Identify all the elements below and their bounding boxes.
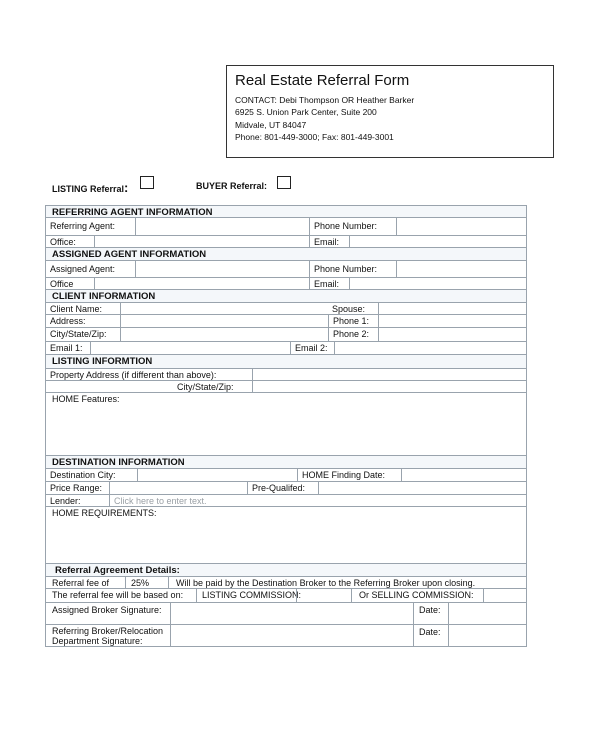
- buyer-referral-checkbox[interactable]: [277, 176, 291, 189]
- relocation-date-field[interactable]: [448, 625, 526, 646]
- broker-signature-field[interactable]: [170, 603, 413, 624]
- referral-form: [45, 205, 527, 647]
- row-property-address: Property Address (if different than above):: [45, 369, 527, 381]
- spouse-field[interactable]: [378, 303, 526, 314]
- assigned-office-field[interactable]: [94, 278, 309, 289]
- section-assigned-agent: ASSIGNED AGENT INFORMATION: [45, 248, 527, 261]
- row-lender: Lender: Click here to enter text.: [45, 495, 527, 507]
- row-fee-basis: The referral fee will be based on: LISTING COMMISSION: Or SELLING COMMISSION:: [45, 589, 527, 603]
- home-finding-date-field[interactable]: [401, 469, 526, 481]
- contact-box: [226, 65, 554, 158]
- row-client-city: City/State/Zip: Phone 2:: [45, 328, 527, 342]
- address-line-2: Midvale, UT 84047: [235, 120, 307, 130]
- destination-city-field[interactable]: [137, 469, 297, 481]
- email-1-field[interactable]: [90, 342, 290, 354]
- lender-field[interactable]: Click here to enter text.: [109, 495, 526, 506]
- client-city-field[interactable]: [120, 328, 328, 341]
- referring-email-field[interactable]: [349, 236, 526, 247]
- referring-agent-field[interactable]: [135, 218, 309, 235]
- client-address-field[interactable]: [120, 315, 328, 327]
- referring-phone-field[interactable]: [396, 218, 526, 235]
- contact-line: CONTACT: Debi Thompson OR Heather Barker: [235, 95, 415, 105]
- row-price-range: Price Range: Pre-Qualifed:: [45, 482, 527, 495]
- listing-referral-label: LISTING Referral:: [52, 180, 129, 195]
- selling-commission-field[interactable]: [483, 589, 526, 602]
- phone-fax-line: Phone: 801-449-3000; Fax: 801-449-3001: [235, 132, 394, 142]
- row-client-email: Email 1: Email 2:: [45, 342, 527, 355]
- relocation-signature-field[interactable]: [170, 625, 413, 646]
- section-agreement: Referral Agreement Details:: [45, 564, 527, 577]
- client-name-field[interactable]: [120, 303, 328, 314]
- address-line-1: 6925 S. Union Park Center, Suite 200: [235, 107, 377, 117]
- referral-fee-field[interactable]: 25%: [125, 577, 168, 588]
- broker-date-field[interactable]: [448, 603, 526, 624]
- referring-office-field[interactable]: [94, 236, 309, 247]
- row-referring-office: Office: Email:: [45, 236, 527, 248]
- section-listing: LISTING INFORMTION: [45, 355, 527, 369]
- assigned-phone-field[interactable]: [396, 261, 526, 277]
- price-range-field[interactable]: [109, 482, 247, 494]
- section-referring-agent: REFERRING AGENT INFORMATION: [45, 205, 527, 218]
- section-destination: DESTINATION INFORMATION: [45, 456, 527, 469]
- row-assigned-office: Office Email:: [45, 278, 527, 290]
- row-assigned-agent: Assigned Agent: Phone Number:: [45, 261, 527, 278]
- row-relocation-signature: Referring Broker/Relocation Department Signature: Date:: [45, 625, 527, 647]
- form-title: Real Estate Referral Form: [235, 72, 410, 89]
- email-2-field[interactable]: [334, 342, 526, 354]
- phone-1-field[interactable]: [378, 315, 526, 327]
- row-referral-fee: Referral fee of 25% Will be paid by the Destination Broker to the Referring Broker upon closing.: [45, 577, 527, 589]
- section-client: CLIENT INFORMATION: [45, 290, 527, 303]
- row-referring-agent: Referring Agent: Phone Number:: [45, 218, 527, 236]
- buyer-referral-label: BUYER Referral:: [196, 181, 268, 191]
- assigned-email-field[interactable]: [349, 278, 526, 289]
- pre-qualified-field[interactable]: [318, 482, 526, 494]
- phone-2-field[interactable]: [378, 328, 526, 341]
- assigned-agent-field[interactable]: [135, 261, 309, 277]
- listing-referral-checkbox[interactable]: [140, 176, 154, 189]
- home-features-area[interactable]: HOME Features:: [45, 393, 527, 456]
- property-city-field[interactable]: [252, 381, 526, 392]
- row-client-name: Client Name: Spouse:: [45, 303, 527, 315]
- property-address-field[interactable]: [252, 369, 526, 380]
- home-requirements-area[interactable]: HOME REQUIREMENTS:: [45, 507, 527, 564]
- row-destination-city: Destination City: HOME Finding Date:: [45, 469, 527, 482]
- listing-commission-field[interactable]: [296, 589, 351, 602]
- row-broker-signature: Assigned Broker Signature: Date:: [45, 603, 527, 625]
- row-property-city: City/State/Zip:: [45, 381, 527, 393]
- row-client-address: Address: Phone 1:: [45, 315, 527, 328]
